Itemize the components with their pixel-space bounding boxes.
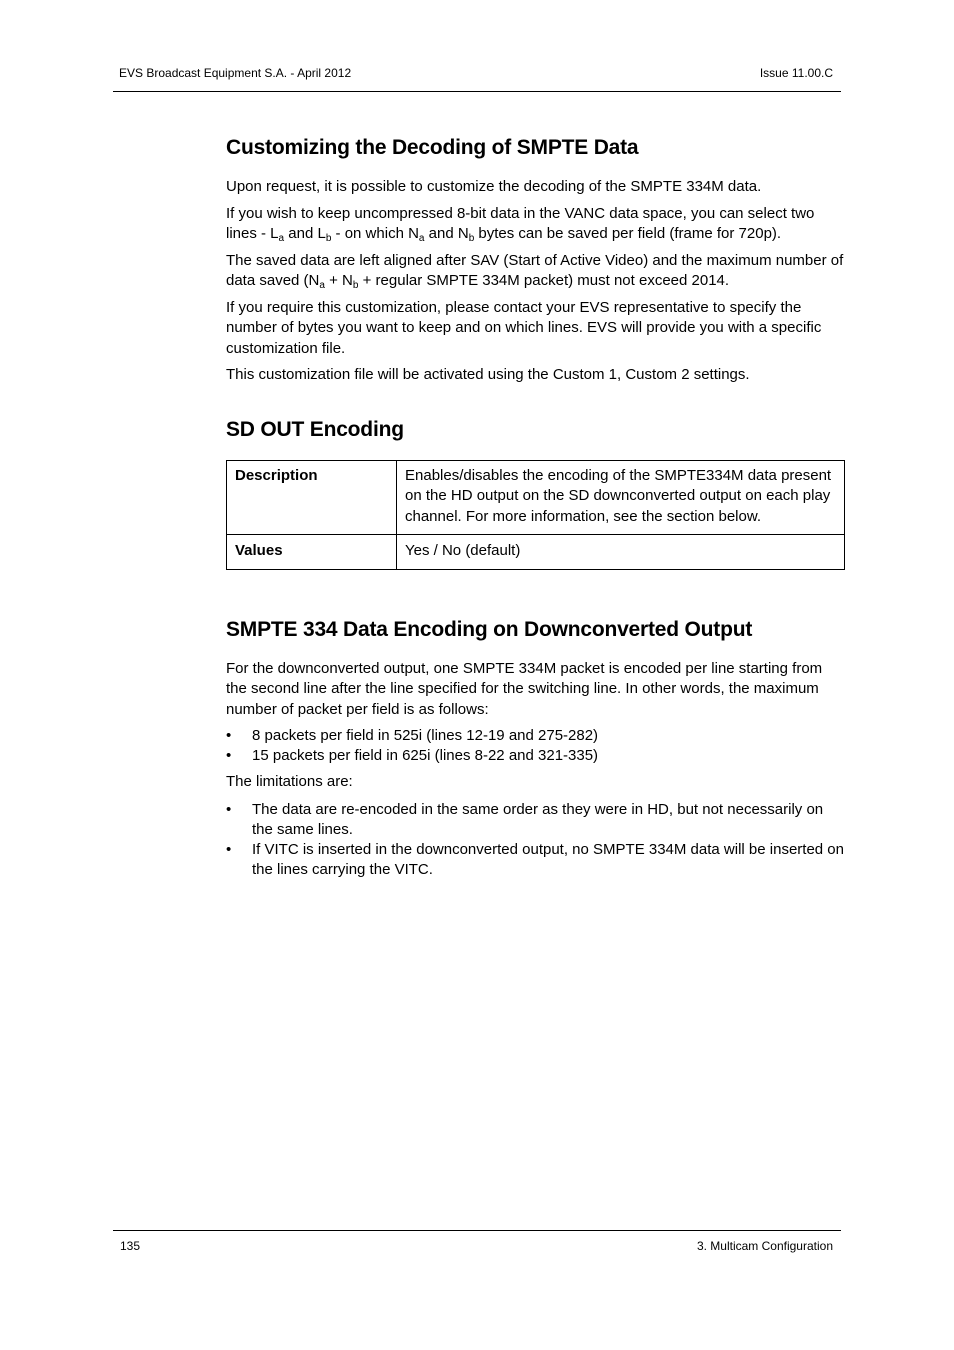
running-footer xyxy=(113,1230,841,1261)
list-item-text: 15 packets per field in 625i (lines 8-22 and 321-335) xyxy=(252,746,599,764)
paragraph: If you require this customization, please contact your EVS representative to specify the number of bytes you want to keep and on which lines. EVS will provide you with a specific customization file. xyxy=(226,298,822,357)
subscript: b xyxy=(325,233,332,244)
page-content xyxy=(226,136,846,880)
section-title-smpte-334-encoding: SMPTE 334 Data Encoding on Downconverted Output xyxy=(226,617,753,641)
paragraph: Upon request, it is possible to customize the decoding of the SMPTE 334M data. xyxy=(226,178,762,195)
paragraph: For the downconverted output, one SMPTE 334M packet is encoded per line starting from the second line after the line specified for the switching line. In other words, the maximum number of packet per field is as follows: xyxy=(226,659,823,718)
text-run: bytes can be saved per field (frame for 720p). xyxy=(474,225,782,242)
paragraph: The limitations are: xyxy=(226,773,353,790)
page-number: 135 xyxy=(120,1239,141,1253)
table-row xyxy=(227,535,845,570)
list-item xyxy=(226,840,846,880)
list-item xyxy=(226,746,846,766)
table-label-description: Description xyxy=(227,460,397,535)
section-title-customizing-decoding: Customizing the Decoding of SMPTE Data xyxy=(226,136,639,159)
list-item-text: 8 packets per field in 525i (lines 12-19 and 275-282) xyxy=(252,727,599,744)
paragraph xyxy=(226,204,846,245)
text-run: If you wish to keep uncompressed 8-bit data in the VANC data space, you can select two lines - L xyxy=(226,204,815,242)
running-header xyxy=(113,60,841,92)
text-run: and L xyxy=(284,225,326,242)
text-run: - on which N xyxy=(331,225,419,242)
bullet: • xyxy=(226,800,232,818)
subscript: a xyxy=(418,233,425,244)
table-row xyxy=(227,460,845,535)
list-item xyxy=(226,726,846,746)
bullet: • xyxy=(226,746,232,764)
subscript: b xyxy=(352,280,359,291)
bullet-list xyxy=(226,800,846,880)
paragraph: This customization file will be activated using the Custom 1, Custom 2 settings. xyxy=(226,366,750,383)
table-label-values: Values xyxy=(227,535,397,570)
bullet: • xyxy=(226,727,232,744)
text-run: + regular SMPTE 334M packet) must not exceed 2014. xyxy=(358,272,730,289)
bullet-list xyxy=(226,726,846,765)
list-item xyxy=(226,800,846,840)
table-value-description: Enables/disables the encoding of the SMPTE334M data present on the HD output on the SD downconverted output on each play channel. For more information, see the section below. xyxy=(397,460,845,535)
header-issue: Issue 11.00.C xyxy=(759,66,833,80)
header-publisher: EVS Broadcast Equipment S.A. - April 2012 xyxy=(119,66,352,80)
paragraph xyxy=(226,251,846,292)
text-run: + N xyxy=(324,272,353,289)
section-title-sd-out-encoding: SD OUT Encoding xyxy=(226,417,404,441)
subscript: a xyxy=(278,233,285,244)
list-item-text: The data are re-encoded in the same order as they were in HD, but not necessarily on the same lines. xyxy=(252,800,824,838)
bullet: • xyxy=(226,840,232,858)
subscript: b xyxy=(468,233,475,244)
text-run: and N xyxy=(424,225,469,242)
parameter-table xyxy=(226,460,845,570)
subscript: a xyxy=(319,280,325,291)
footer-chapter: 3. Multicam Configuration xyxy=(696,1239,833,1253)
list-item-text: If VITC is inserted in the downconverted output, no SMPTE 334M data will be inserted on the lines carrying the VITC. xyxy=(252,840,844,878)
text-run: The saved data are left aligned after SAV (Start of Active Video) and the maximum number of data saved (N xyxy=(226,251,844,289)
table-value-values: Yes / No (default) xyxy=(397,535,845,570)
